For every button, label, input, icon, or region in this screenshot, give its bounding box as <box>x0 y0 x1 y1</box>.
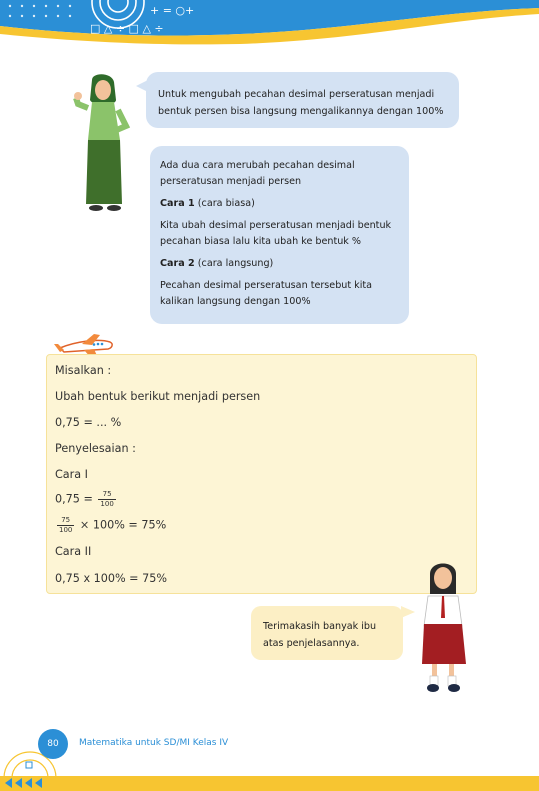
instruction-text: Ubah bentuk berikut menjadi persen <box>55 390 261 403</box>
header-decoration <box>0 0 539 46</box>
teacher-speech-bubble-1 <box>146 72 459 128</box>
problem-text: 0,75 = ... % <box>55 416 122 429</box>
cara-2-heading: Cara 2 (cara langsung) <box>160 258 274 269</box>
penyelesaian-label: Penyelesaian : <box>55 442 136 455</box>
fraction: $\frac{75}{100}$ <box>59 516 73 534</box>
svg-text:□ △ ÷ □ △ ÷: □ △ ÷ □ △ ÷ <box>90 22 164 35</box>
bubble-1-text: Untuk mengubah pecahan desimal perseratusan menjadi bentuk persen bisa langsung mengalikannya dengan 100% <box>158 89 444 117</box>
cara-ii-label: Cara II <box>55 545 92 558</box>
bubble-2-intro: Ada dua cara merubah pecahan desimal perseratusan menjadi persen <box>160 160 355 187</box>
bubble-tail <box>401 606 415 618</box>
student-speech-bubble: Terimakasih banyak ibu atas penjelasannya. <box>251 606 403 660</box>
teacher-speech-bubble-2 <box>150 146 409 324</box>
cara-i-label: Cara I <box>55 468 88 481</box>
student-illustration <box>418 560 470 700</box>
cara-2-text: Pecahan desimal perseratusan tersebut kita kalikan langsung dengan 100% <box>160 280 373 307</box>
teacher-illustration <box>72 70 142 215</box>
step-1: 0,75 = $\frac{75}{100}$ <box>55 490 114 508</box>
cara-1-heading: Cara 1 (cara biasa) <box>160 198 255 209</box>
svg-text:+ = ○+: + = ○+ <box>150 4 195 17</box>
step-2: $\frac{75}{100}$ × 100% = 75% <box>59 516 167 534</box>
cara-1-text: Kita ubah desimal perseratusan menjadi bentuk pecahan biasa lalu kita ubah ke bentuk % <box>160 220 392 247</box>
misalkan-label: Misalkan : <box>55 364 112 377</box>
step-3: 0,75 x 100% = 75% <box>55 572 167 585</box>
arrow-left-icon <box>2 777 44 789</box>
page-number: 80 <box>38 729 68 759</box>
footer-band <box>0 776 539 791</box>
book-title: Matematika untuk SD/MI Kelas IV <box>79 738 229 748</box>
fraction: $\frac{75}{100}$ <box>100 490 114 508</box>
